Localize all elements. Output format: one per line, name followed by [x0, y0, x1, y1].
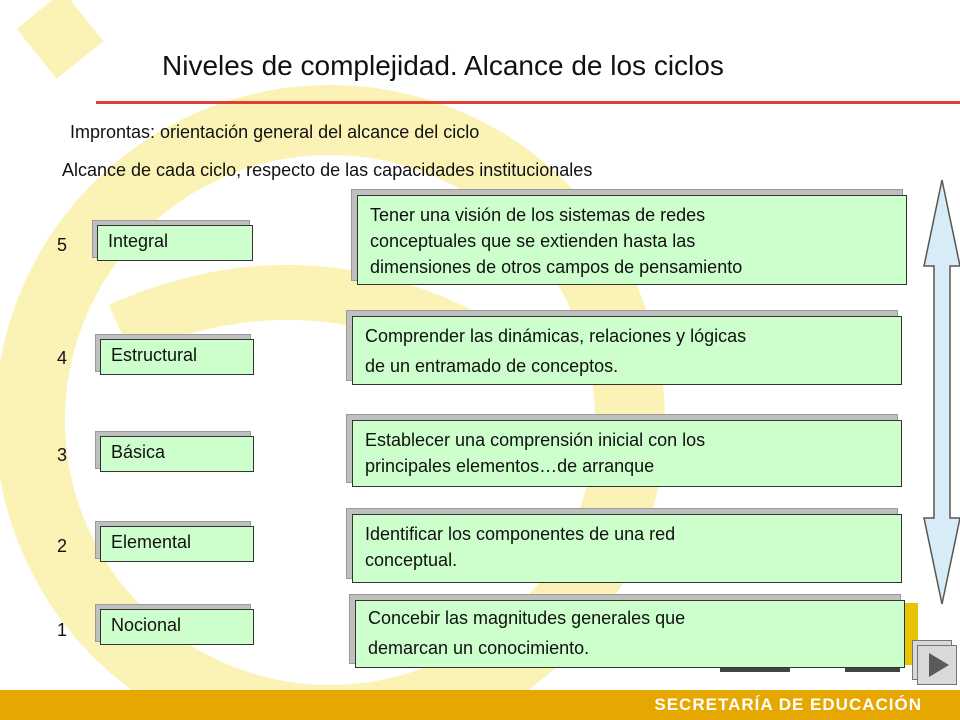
description-line: Tener una visión de los sistemas de redes	[370, 205, 706, 225]
level-box-nocional: Nocional	[100, 609, 254, 645]
description-line: conceptuales que se extienden hasta las	[370, 231, 696, 251]
description-box-nocional	[355, 600, 905, 668]
level-box-integral: Integral	[97, 225, 253, 261]
nav-next-button[interactable]	[917, 645, 957, 685]
subtitle-improntas: Improntas: orientación general del alcance del ciclo	[70, 122, 480, 142]
level-number: 1	[56, 620, 67, 640]
level-number: 5	[56, 235, 67, 255]
level-number: 2	[56, 536, 67, 556]
description-box-estructural	[352, 316, 902, 385]
description-line: Identificar los componentes de una red	[365, 524, 676, 544]
level-box-elemental: Elemental	[100, 526, 254, 562]
description-line: dimensiones de otros campos de pensamiento	[370, 257, 743, 277]
level-box-basica: Básica	[100, 436, 254, 472]
description-line: Comprender las dinámicas, relaciones y lógicas	[365, 326, 747, 346]
play-next-icon	[918, 646, 956, 684]
description-box-integral	[357, 195, 907, 285]
level-number: 4	[56, 348, 67, 368]
footer-label: SECRETARÍA DE EDUCACIÓN	[654, 695, 922, 714]
level-number: 3	[56, 445, 67, 465]
level-box-estructural: Estructural	[100, 339, 254, 375]
description-line: Establecer una comprensión inicial con los	[365, 430, 706, 450]
page-title: Niveles de complejidad. Alcance de los ciclos	[162, 50, 724, 81]
description-line: principales elementos…de arranque	[365, 456, 655, 476]
description-line: de un entramado de conceptos.	[365, 356, 619, 376]
description-box-elemental	[352, 514, 902, 583]
description-line: conceptual.	[365, 550, 458, 570]
title-divider	[96, 101, 960, 104]
double-vertical-arrow-icon	[922, 178, 960, 606]
description-box-basica	[352, 420, 902, 487]
description-line: Concebir las magnitudes generales que	[368, 608, 686, 628]
footer-bar	[0, 690, 960, 720]
description-line: demarcan un conocimiento.	[368, 638, 590, 658]
subtitle-alcance: Alcance de cada ciclo, respecto de las capacidades institucionales	[62, 160, 593, 180]
